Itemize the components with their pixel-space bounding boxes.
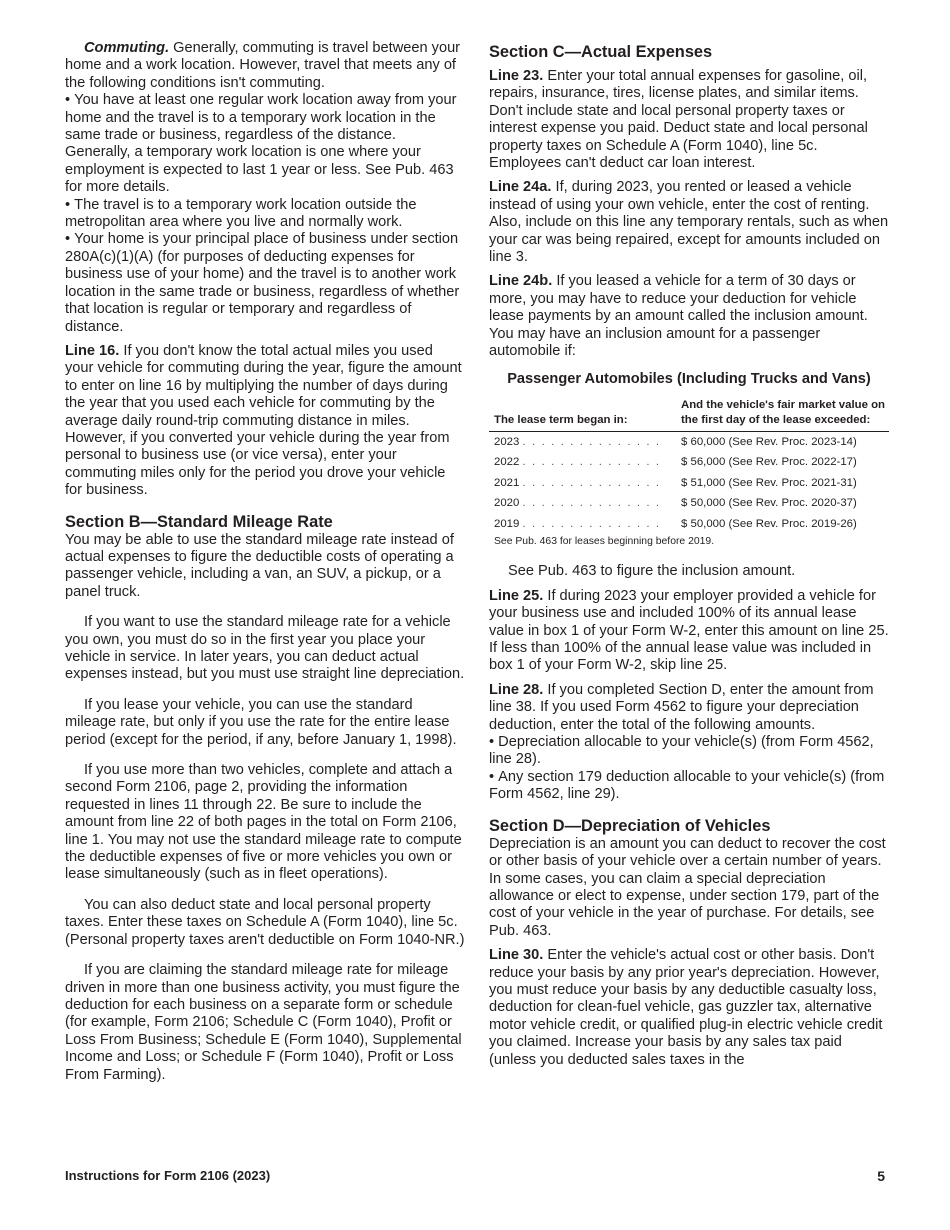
line30-lead: Line 30.	[489, 947, 544, 964]
lease-year-cell	[489, 452, 676, 473]
dot-leader: . . . . . . . . . . . . . . .	[522, 456, 661, 469]
footer-title: Instructions for Form 2106 (2023)	[65, 1168, 271, 1183]
section-d-intro: Depreciation is an amount you can deduct to recover the cost or other basis of your vehicle over a certain number of years. In some cases, you can claim a special depreciation allowance or elect to expense, under section 179, part of the cost of your vehicle in the year of purchase. For details, see Pub. 463.	[489, 835, 886, 939]
line24a-paragraph	[489, 179, 889, 266]
see-pub-inclusion: See Pub. 463 to figure the inclusion amount.	[508, 563, 796, 580]
lease-year: 2020	[494, 497, 520, 510]
lease-value: $ 60,000 (See Rev. Proc. 2023-14)	[681, 435, 857, 448]
section-b-heading: Section B—Standard Mileage Rate	[65, 512, 333, 531]
line23-paragraph	[489, 68, 889, 172]
dot-leader: . . . . . . . . . . . . . . .	[522, 497, 661, 510]
line28-bullet-2: • Any section 179 deduction allocable to your vehicle(s) (from Form 4562, line 29).	[489, 769, 889, 804]
section-b-paragraph-1: If you want to use the standard mileage rate for a vehicle you own, you must do so in the first year you place your vehicle in service. In later years, you can deduct actual expenses instead, but you must use straight line depreciation.	[65, 614, 465, 683]
lease-year: 2023	[494, 435, 520, 448]
line24a-text: If, during 2023, you rented or leased a vehicle instead of using your own vehicle, enter the cost of renting. Also, include on this line any temporary rentals, such as when your car was being repaired, except for amounts included on line 3.	[489, 179, 889, 266]
page-number: 5	[877, 1168, 885, 1184]
section-b-paragraph-3: If you use more than two vehicles, complete and attach a second Form 2106, page 2, providing the information requested in lines 11 through 22. Be sure to include the amount from line 22 of both pages in the total on Form 2106, line 1. You may not use the standard mileage rate to compute the deductible expenses of five or more vehicles you own or lease simultaneously (such as in fleet operations).	[65, 762, 462, 883]
lease-table-title: Passenger Automobiles (Including Trucks and Vans)	[507, 370, 871, 387]
lease-year: 2022	[494, 456, 520, 469]
lease-value: $ 51,000 (See Rev. Proc. 2021-31)	[681, 476, 857, 489]
section-b-paragraph-2: If you lease your vehicle, you can use the standard mileage rate, but only if you use the rate for the entire lease period (except for the period, if any, before January 1, 1998).	[65, 696, 457, 748]
lease-table-header-term: The lease term began in:	[489, 398, 676, 432]
left-column	[65, 40, 465, 1084]
line16-text: If you don't know the total actual miles you used your vehicle for commuting during the year, figure the amount to enter on line 16 by multiplying the number of days during the year that you used each vehicle for commuting by the average daily round-trip commuting distance in miles. However, if you converted your vehicle during the year from personal to business use (or vice versa), enter your commuting miles only for the period you drove your vehicle for business.	[65, 342, 462, 499]
dot-leader: . . . . . . . . . . . . . . .	[522, 476, 661, 489]
line28-paragraph	[489, 682, 889, 734]
commuting-paragraph	[65, 40, 465, 92]
commuting-bullet-2: • The travel is to a temporary work location outside the metropolitan area where you live and normally work.	[65, 197, 465, 232]
lease-year-cell	[489, 431, 676, 452]
line23-lead: Line 23.	[489, 68, 544, 84]
line24b-text: If you leased a vehicle for a term of 30 days or more, you may have to reduce your deduction for vehicle lease payments by an amount called the inclusion amount. You may have an inclusion amount for a passenger automobile if:	[489, 273, 868, 360]
section-b-paragraph-5: If you are claiming the standard mileage rate for mileage driven in more than one business activity, you must figure the deduction for each business on a separate form or schedule (for example, Form 2106; Schedule C (Form 1040), Profit or Loss From Business; Schedule E (Form 1040), Supplemental Income and Loss; or Schedule F (Form 1040), Profit or Loss From Farming).	[65, 962, 462, 1083]
lease-year: 2021	[494, 476, 520, 489]
lease-table	[489, 398, 889, 535]
line24b-lead: Line 24b.	[489, 273, 553, 290]
line25-text: If during 2023 your employer provided a vehicle for your business use and included 100% of its annual lease value in box 1 of your Form W-2, enter this amount on line 25. If less than 100% of the annual lease value was included in box 1 of your Form W-2, skip line 25.	[489, 587, 889, 674]
lease-table-row	[489, 493, 889, 514]
line16-lead: Line 16.	[65, 342, 120, 359]
line30-paragraph	[489, 947, 889, 1069]
line24b-paragraph	[489, 273, 889, 360]
line24a-lead: Line 24a.	[489, 179, 552, 196]
line28-lead: Line 28.	[489, 681, 544, 698]
lease-table-row	[489, 473, 889, 494]
dot-leader: . . . . . . . . . . . . . . .	[522, 435, 661, 448]
line16-paragraph	[65, 343, 465, 500]
commuting-lead: Commuting.	[84, 40, 170, 56]
lease-value: $ 56,000 (See Rev. Proc. 2022-17)	[681, 456, 857, 469]
line28-bullet-1: • Depreciation allocable to your vehicle(s) (from Form 4562, line 28).	[489, 734, 889, 769]
section-c-heading: Section C—Actual Expenses	[489, 43, 713, 61]
commuting-bullet-1: • You have at least one regular work location away from your home and the travel is to a temporary work location in the same trade or business, regardless of the distance. Generally, a temporary work location is one where your employment is expected to last 1 year or less. See Pub. 463 for more details.	[65, 92, 465, 196]
line28-text: If you completed Section D, enter the amount from line 38. If you used Form 4562 to figure your depreciation deduction, enter the total of the following amounts.	[489, 681, 874, 733]
lease-table-note: See Pub. 463 for leases beginning before 2019.	[494, 536, 715, 548]
line30-text: Enter the vehicle's actual cost or other basis. Don't reduce your basis by any prior year's depreciation. However, you must reduce your basis by any deductible casualty loss, deduction for clean-fuel vehicle, gas guzzler tax, alternative motor vehicle credit, or qualified plug-in electric vehicle credit you claimed. Increase your basis by any sales tax paid (unless you deducted sales taxes in the	[489, 947, 883, 1068]
dot-leader: . . . . . . . . . . . . . . .	[522, 517, 661, 530]
lease-table-row	[489, 452, 889, 473]
lease-year-cell	[489, 493, 676, 514]
line23-text: Enter your total annual expenses for gasoline, oil, repairs, insurance, tires, license plates, and similar items. Don't include state and local personal property taxes or interest expense you paid. Deduct state and local personal property taxes on Schedule A (Form 1040), line 5c. Employees can't deduct car loan interest.	[489, 68, 868, 172]
line25-lead: Line 25.	[489, 587, 544, 604]
section-b-paragraph-4: You can also deduct state and local personal property taxes. Enter these taxes on Schedule A (Form 1040), line 5c. (Personal property taxes aren't deductible on Form 1040-NR.)	[65, 896, 465, 948]
commuting-text: Generally, commuting is travel between your home and a work location. However, travel that meets any of the following conditions isn't commuting.	[65, 40, 461, 91]
lease-year: 2019	[494, 517, 520, 530]
lease-year-cell	[489, 514, 676, 535]
line25-paragraph	[489, 588, 889, 675]
lease-year-cell	[489, 473, 676, 494]
right-column	[489, 40, 889, 1069]
lease-table-header-row	[489, 398, 889, 432]
lease-table-row	[489, 431, 889, 452]
lease-table-header-value: And the vehicle's fair market value on the first day of the lease exceeded:	[676, 398, 889, 432]
section-b-intro: You may be able to use the standard mileage rate instead of actual expenses to figure the deductible costs of operating a passenger vehicle, including a van, an SUV, a pickup, or a panel truck.	[65, 531, 454, 600]
lease-value: $ 50,000 (See Rev. Proc. 2020-37)	[681, 497, 857, 510]
commuting-bullet-3: • Your home is your principal place of business under section 280A(c)(1)(A) (for purposes of deducting expenses for business use of your home) and the travel is to another work location in the same trade or business, regardless of whether that location is regular or temporary and regardless of distance.	[65, 231, 465, 335]
section-d-heading: Section D—Depreciation of Vehicles	[489, 816, 771, 835]
lease-value: $ 50,000 (See Rev. Proc. 2019-26)	[681, 517, 857, 530]
lease-table-row	[489, 514, 889, 535]
